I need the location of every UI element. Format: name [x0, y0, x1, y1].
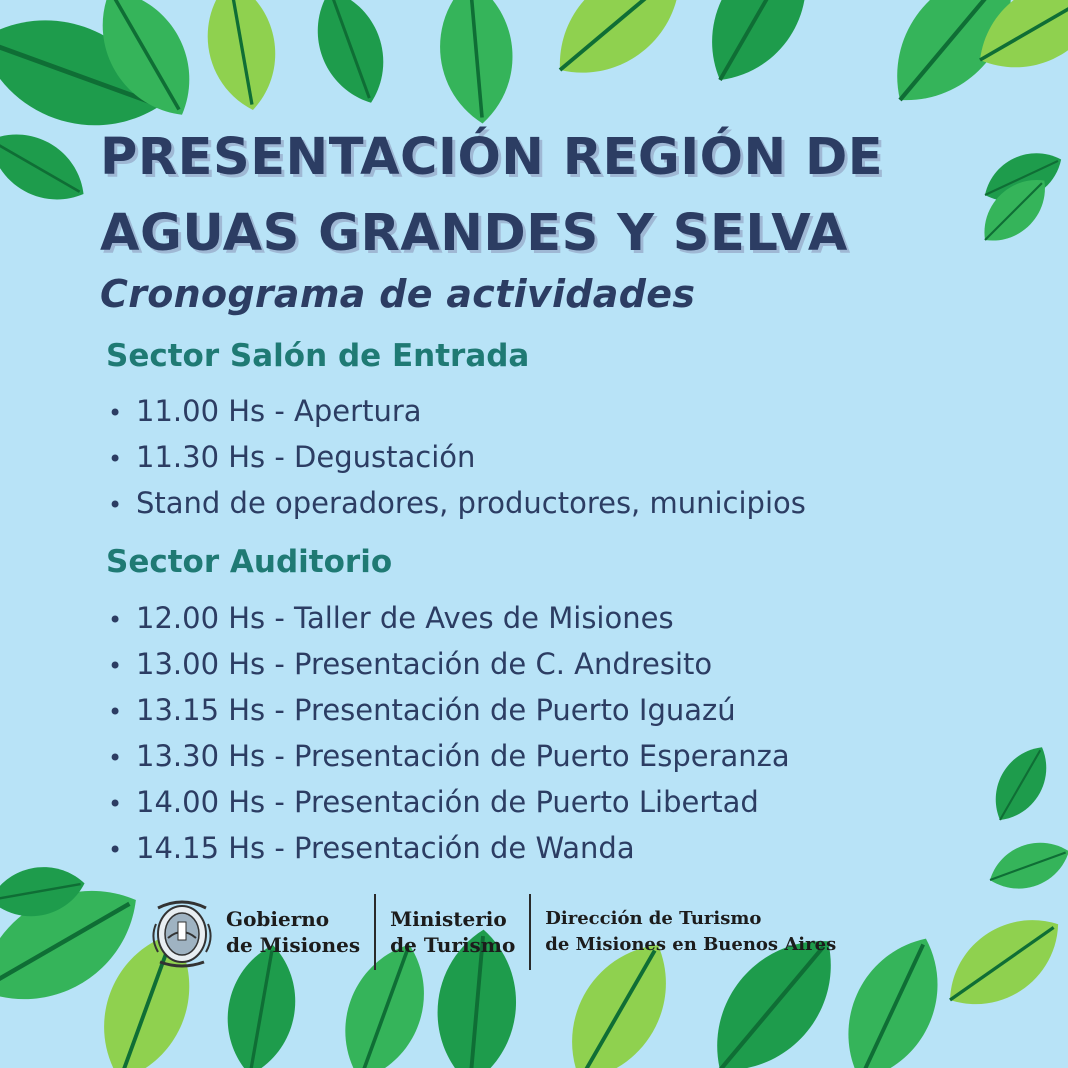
list-item — [108, 388, 806, 434]
bullet-icon: • — [108, 399, 123, 427]
list-item-text: 13.30 Hs - Presentación de Puerto Esperanza — [136, 739, 790, 773]
list-item — [108, 480, 806, 526]
org-ministerio-line2: de Turismo — [390, 933, 516, 957]
org-direccion-line2: de Misiones en Buenos Aires — [545, 934, 837, 955]
leaf-icon — [983, 832, 1068, 900]
leaf-icon — [982, 737, 1060, 831]
bullet-icon: • — [108, 790, 123, 818]
list-item — [108, 733, 790, 779]
list-item — [108, 779, 790, 825]
list-item-text: Stand de operadores, productores, municipios — [136, 486, 806, 520]
bullet-icon: • — [108, 698, 123, 726]
leaf-icon — [686, 0, 832, 100]
org-gobierno-line2: de Misiones — [226, 933, 361, 957]
subtitle: Cronograma de actividades — [100, 272, 696, 316]
org-ministerio-line1: Ministerio — [390, 907, 507, 931]
list-item — [108, 687, 790, 733]
list-item — [108, 434, 806, 480]
section-list-salon — [108, 388, 806, 526]
list-item — [108, 825, 790, 871]
org-gobierno — [226, 906, 360, 958]
list-item-text: 14.15 Hs - Presentación de Wanda — [136, 831, 635, 865]
leaf-icon — [0, 117, 97, 218]
org-direccion-line1: Dirección de Turismo — [545, 908, 762, 929]
section-list-auditorio — [108, 595, 790, 871]
section-heading-salon: Sector Salón de Entrada — [106, 338, 530, 374]
page-title — [100, 120, 980, 272]
bullet-icon: • — [108, 491, 123, 519]
org-ministerio — [390, 906, 515, 958]
org-gobierno-line1: Gobierno — [226, 907, 330, 931]
crest-icon — [150, 894, 214, 970]
title-line-2: AGUAS GRANDES Y SELVA — [100, 204, 848, 263]
leaf-icon — [535, 0, 705, 100]
leaf-icon — [302, 0, 399, 113]
list-item-text: 13.15 Hs - Presentación de Puerto Iguazú — [136, 693, 736, 727]
list-item-text: 11.00 Hs - Apertura — [136, 394, 422, 428]
leaf-icon — [434, 0, 518, 127]
divider — [374, 894, 376, 970]
bullet-icon: • — [108, 606, 123, 634]
list-item — [108, 595, 790, 641]
list-item-text: 14.00 Hs - Presentación de Puerto Libertad — [136, 785, 759, 819]
list-item-text: 12.00 Hs - Taller de Aves de Misiones — [136, 601, 674, 635]
bullet-icon: • — [108, 445, 123, 473]
org-direccion — [545, 906, 836, 958]
divider — [529, 894, 531, 970]
leaf-icon — [931, 897, 1068, 1027]
bullet-icon: • — [108, 652, 123, 680]
bullet-icon: • — [108, 744, 123, 772]
list-item-text: 11.30 Hs - Degustación — [136, 440, 476, 474]
list-item — [108, 641, 790, 687]
leaf-icon — [198, 0, 286, 116]
list-item-text: 13.00 Hs - Presentación de C. Andresito — [136, 647, 713, 681]
section-heading-auditorio: Sector Auditorio — [106, 544, 393, 580]
footer-logos — [150, 892, 930, 972]
bullet-icon: • — [108, 836, 123, 864]
title-line-1: PRESENTACIÓN REGIÓN DE — [100, 128, 884, 187]
